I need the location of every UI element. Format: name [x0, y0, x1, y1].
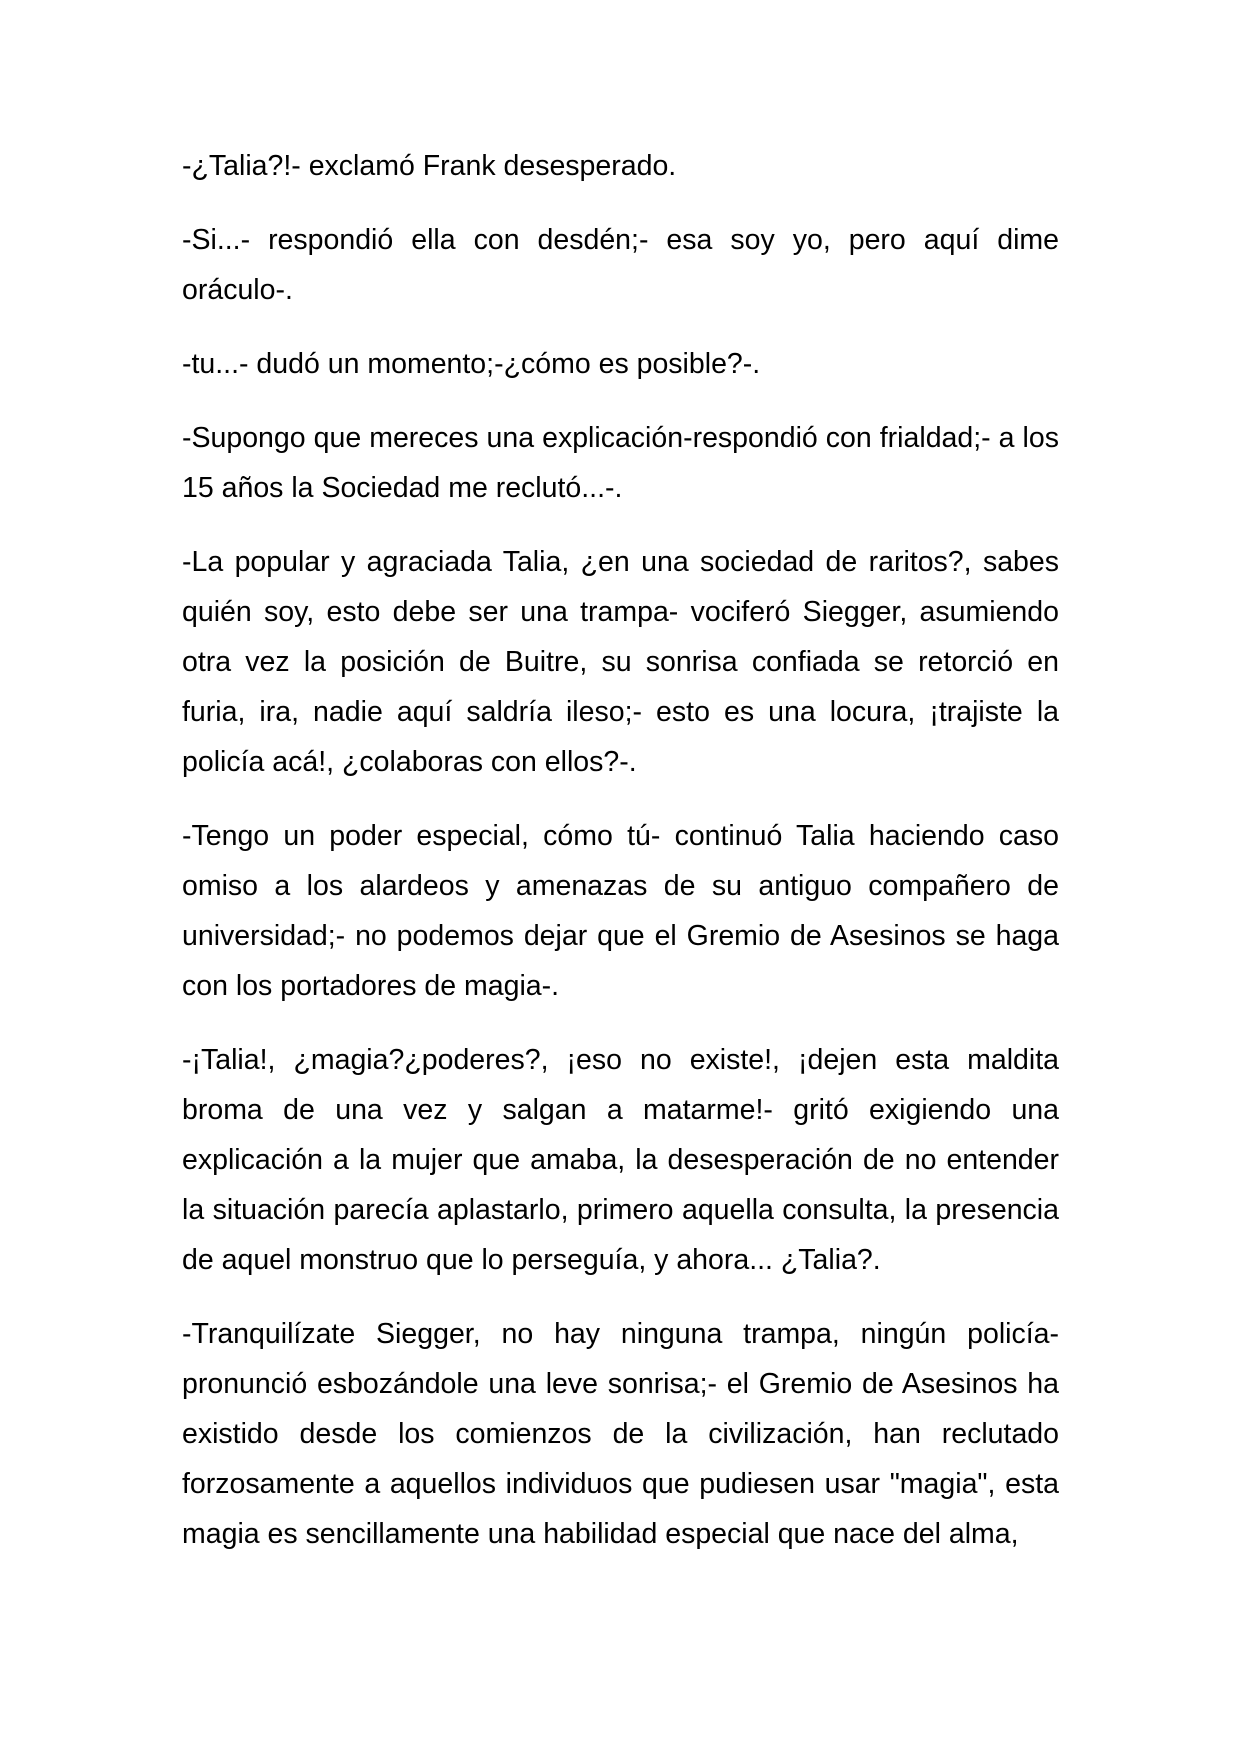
document-text-body	[182, 141, 1059, 1583]
paragraph-2: -Si...- respondió ella con desdén;- esa soy yo, pero aquí dime oráculo-.	[182, 224, 1059, 306]
paragraph-3: -tu...- dudó un momento;-¿cómo es posible?-.	[182, 348, 761, 380]
paragraph-8: -Tranquilízate Siegger, no hay ninguna trampa, ningún policía- pronunció esbozándole una leve sonrisa;- el Gremio de Asesinos ha existido desde los comienzos de la civilización, han reclutado forzosamente a aquellos individuos que pudiesen usar "magia", esta magia es sencillamente una habilidad especial que nace del alma,	[182, 1318, 1059, 1550]
paragraph-5: -La popular y agraciada Talia, ¿en una sociedad de raritos?, sabes quién soy, esto debe ser una trampa- vociferó Siegger, asumiendo otra vez la posición de Buitre, su sonrisa confiada se retorció en furia, ira, nadie aquí saldría ileso;- esto es una locura, ¡trajiste la policía acá!, ¿colaboras con ellos?-.	[182, 546, 1059, 778]
paragraph-7: -¡Talia!, ¿magia?¿poderes?, ¡eso no existe!, ¡dejen esta maldita broma de una vez y salgan a matarme!- gritó exigiendo una explicación a la mujer que amaba, la desesperación de no entender la situación parecía aplastarlo, primero aquella consulta, la presencia de aquel monstruo que lo perseguía, y ahora... ¿Talia?.	[182, 1044, 1059, 1276]
paragraph-6: -Tengo un poder especial, cómo tú- continuó Talia haciendo caso omiso a los alardeos y amenazas de su antiguo compañero de universidad;- no podemos dejar que el Gremio de Asesinos se haga con los portadores de magia-.	[182, 820, 1059, 1002]
paragraph-4: -Supongo que mereces una explicación-respondió con frialdad;- a los 15 años la Sociedad me reclutó...-.	[182, 422, 1059, 504]
paragraph-1: -¿Talia?!- exclamó Frank desesperado.	[182, 150, 677, 182]
